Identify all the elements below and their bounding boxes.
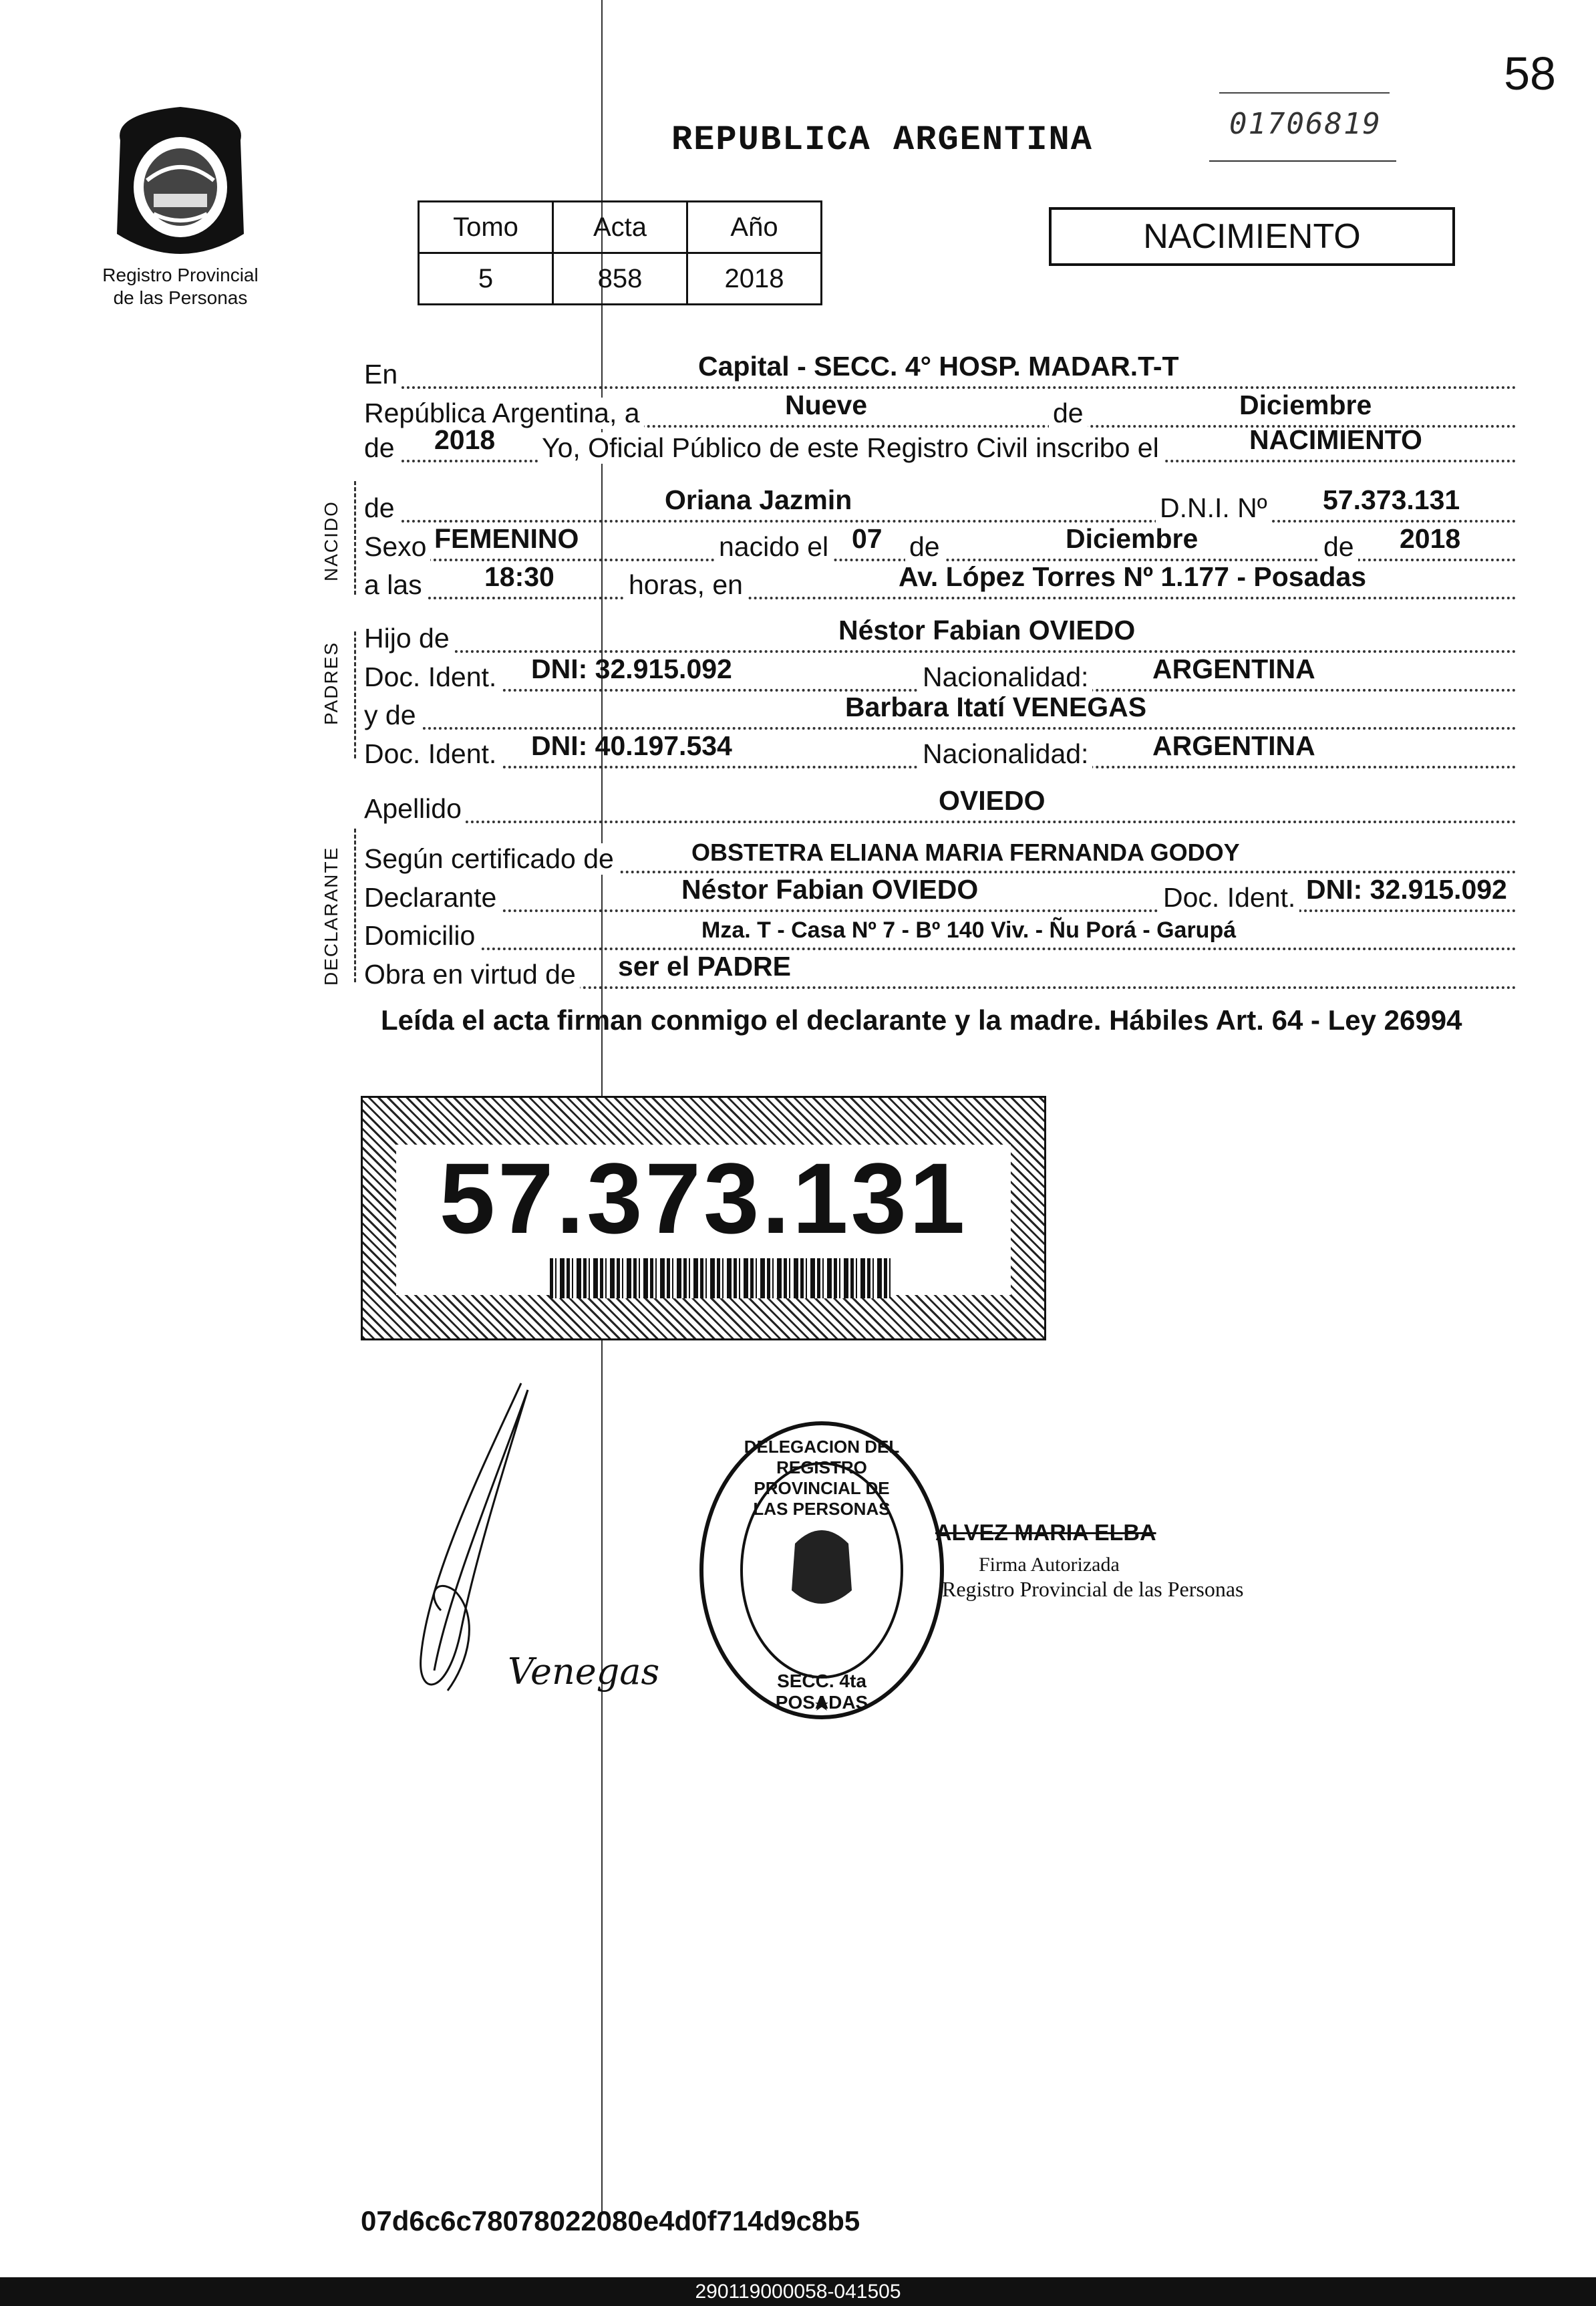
declarante-value: Néstor Fabian OVIEDO (681, 874, 979, 905)
org-line-1: Registro Provincial (102, 265, 259, 285)
official-title: Firma Autorizada (979, 1554, 1120, 1576)
dotted-line (364, 727, 1517, 730)
dotted-line (364, 386, 1517, 389)
closing-statement: Leída el acta firman conmigo el declarante y la madre. Hábiles Art. 64 - Ley 26994 (381, 1004, 1462, 1036)
declarante-doc: DNI: 32.915.092 (1306, 874, 1507, 905)
side-label-padres: PADRES (321, 641, 341, 725)
month-value: Diciembre (1239, 390, 1372, 420)
seal-inner-text: SECC. 4ta POSADAS (775, 1671, 868, 1713)
year-value: 2018 (434, 424, 496, 455)
sexo-label: Sexo (364, 531, 430, 563)
obra-label: Obra en virtud de (364, 959, 580, 990)
birth-month: Diciembre (1066, 523, 1199, 554)
mother-doc: DNI: 40.197.534 (531, 730, 732, 761)
mother-name: Barbara Itatí VENEGAS (845, 692, 1147, 722)
footer-code: 290119000058-041505 (0, 2277, 1596, 2306)
province-logo (100, 100, 261, 274)
birth-day: 07 (852, 523, 883, 554)
barcode (550, 1258, 891, 1298)
side-bracket-nacido (354, 481, 356, 595)
father-nac: ARGENTINA (1152, 654, 1315, 684)
declarante-label: Declarante (364, 882, 500, 913)
birth-year: 2018 (1400, 523, 1461, 554)
acta-header: Acta (553, 202, 687, 253)
row-year (364, 424, 1517, 465)
en-label: En (364, 359, 402, 390)
father-doc-label: Doc. Ident. (364, 662, 500, 693)
stamp-number: 57.373.131 (439, 1142, 968, 1254)
dotted-line (364, 909, 1517, 912)
side-bracket-padres (354, 631, 356, 758)
mother-nac-label: Nacionalidad: (919, 738, 1092, 770)
side-label-nacido: NACIDO (321, 500, 341, 581)
stamp-inner (396, 1142, 1011, 1295)
anio-header: Año (687, 202, 822, 253)
record-type-box: NACIMIENTO (1049, 207, 1455, 266)
tomo-value: 5 (419, 253, 553, 305)
side-label-declarante: DECLARANTE (321, 846, 341, 986)
domicilio-value: Mza. T - Casa Nº 7 - Bº 140 Viv. - Ñu Porá - Garupá (701, 917, 1237, 943)
dotted-line (364, 821, 1517, 823)
nacido-label: nacido el (715, 531, 832, 563)
org-line-2: de las Personas (113, 287, 248, 308)
hijo-label: Hijo de (364, 623, 454, 654)
serial-number: 01706819 (1229, 107, 1382, 141)
birth-de-2: de (1319, 531, 1358, 563)
page-number: 58 (1504, 47, 1556, 100)
row-hijo (364, 615, 1517, 656)
document-title: REPUBLICA ARGENTINA (671, 120, 1093, 160)
year-de-label: de (364, 432, 399, 464)
row-en (364, 351, 1517, 392)
dotted-line (364, 948, 1517, 950)
side-bracket-declarante (354, 829, 356, 982)
official-name: ALVEZ MARIA ELBA (935, 1520, 1156, 1546)
row-declarante (364, 874, 1517, 915)
official-seal (695, 1417, 949, 1724)
alas-label: a las (364, 569, 426, 601)
seal-outer-text: DELEGACION DEL REGISTRO PROVINCIAL DE LAS PERSONAS (744, 1437, 900, 1519)
row-mother (364, 692, 1517, 732)
domicilio-label: Domicilio (364, 920, 479, 952)
row-certificado (364, 839, 1517, 876)
child-dni: 57.373.131 (1323, 484, 1460, 515)
father-nac-label: Nacionalidad: (919, 662, 1092, 693)
declarante-doc-label: Doc. Ident. (1159, 882, 1299, 913)
row-sexo (364, 523, 1517, 564)
inscribe-value: NACIMIENTO (1249, 424, 1422, 455)
day-value: Nueve (785, 390, 868, 420)
en-value: Capital - SECC. 4° HOSP. MADAR.T-T (698, 351, 1179, 382)
father-doc: DNI: 32.915.092 (531, 654, 732, 684)
dotted-line (364, 650, 1517, 653)
certificado-value: OBSTETRA ELIANA MARIA FERNANDA GODOY (691, 839, 1240, 866)
name-de-label: de (364, 492, 399, 524)
father-name: Néstor Fabian OVIEDO (838, 615, 1136, 645)
place-value: Av. López Torres Nº 1.177 - Posadas (899, 561, 1367, 592)
registry-table (418, 200, 822, 305)
dni-label: D.N.I. Nº (1156, 492, 1271, 524)
oficial-text: Yo, Oficial Público de este Registro Civil inscribo el (538, 432, 1163, 464)
row-obra (364, 951, 1517, 992)
official-org: Registro Provincial de las Personas (942, 1577, 1244, 1601)
registry-org-name (70, 264, 291, 309)
sexo-value: FEMENINO (434, 523, 579, 554)
birth-de-1: de (905, 531, 944, 563)
dotted-line (364, 520, 1517, 523)
row-apellido (364, 785, 1517, 826)
document-hash: 07d6c6c78078022080e4d0f714d9c8b5 (361, 2205, 860, 2237)
child-name: Oriana Jazmin (665, 484, 852, 515)
de-label: de (1049, 398, 1088, 429)
row-mother-doc (364, 730, 1517, 771)
mother-doc-label: Doc. Ident. (364, 738, 500, 770)
dotted-line (364, 597, 1517, 599)
horas-label: horas, en (625, 569, 747, 601)
tomo-header: Tomo (419, 202, 553, 253)
signature-handwritten-name: Venegas (508, 1650, 660, 1693)
row-hora (364, 561, 1517, 602)
obra-value: ser el PADRE (618, 951, 792, 982)
acta-value: 858 (553, 253, 687, 305)
mother-nac: ARGENTINA (1152, 730, 1315, 761)
serial-top-rule (1219, 92, 1390, 94)
row-name (364, 484, 1517, 525)
row-father-doc (364, 654, 1517, 694)
republica-label: República Argentina, a (364, 398, 644, 429)
certificado-label: Según certificado de (364, 843, 618, 875)
apellido-value: OVIEDO (939, 785, 1046, 816)
apellido-label: Apellido (364, 793, 466, 825)
serial-underline (1209, 160, 1396, 162)
row-domicilio (364, 915, 1517, 953)
anio-value: 2018 (687, 253, 822, 305)
dni-stamp (361, 1096, 1046, 1340)
time-value: 18:30 (484, 561, 554, 592)
yde-label: y de (364, 700, 420, 731)
